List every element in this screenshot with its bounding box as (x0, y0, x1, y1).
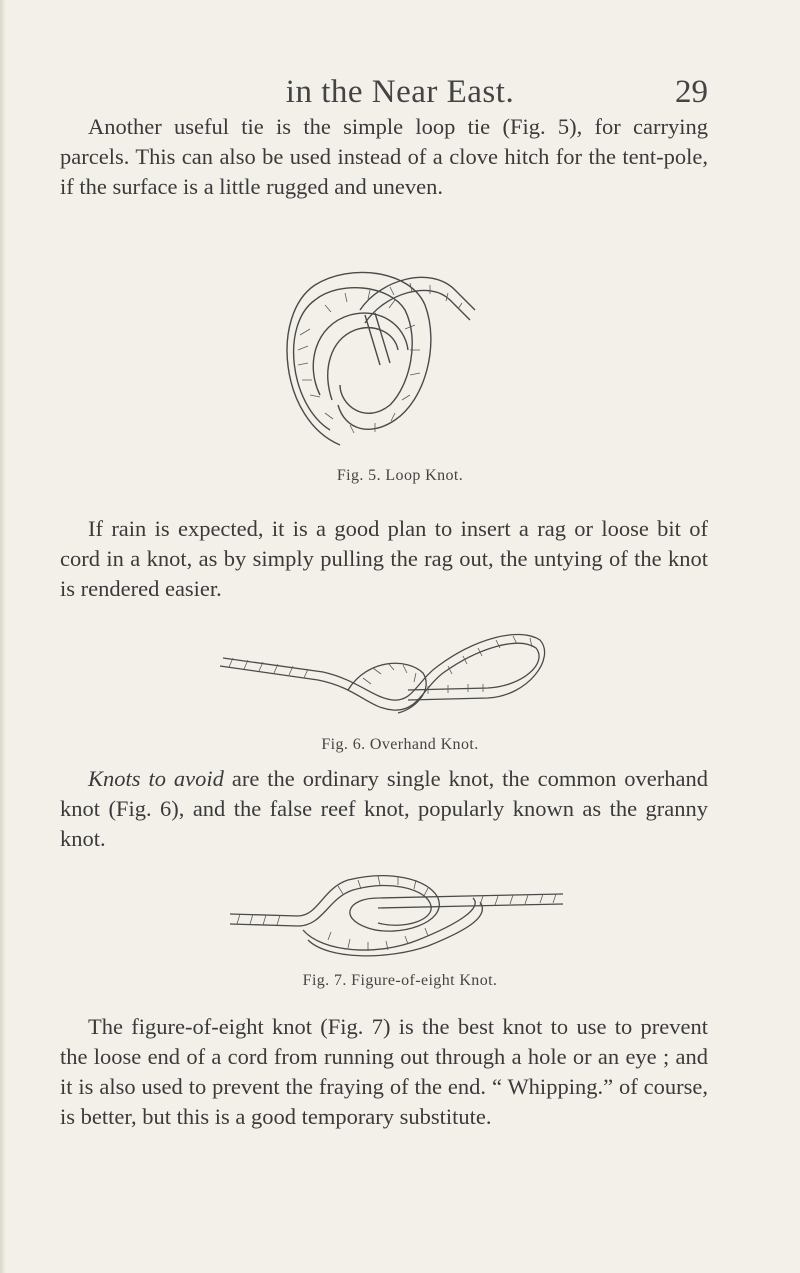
page-binding-edge (0, 0, 6, 1273)
page-number: 29 (675, 74, 708, 110)
loop-knot-illustration-icon (270, 255, 485, 455)
figure-of-eight-knot-figure (228, 868, 568, 958)
overhand-knot-figure (218, 618, 548, 726)
fig7-caption: Fig. 7. Figure-of-eight Knot. (302, 972, 498, 989)
paragraph-text: The figure-of-eight knot (Fig. 7) is the best knot to use to prevent the loose end of a cord from running out through a hole or an eye ; and it is also used to prevent the fraying of the end. “ Whipping.” of course, is better, but this is a good temporary substitute. (60, 1014, 708, 1129)
running-head: in the Near East. (285, 74, 515, 110)
paragraph-text: If rain is expected, it is a good plan to insert a rag or loose bit of cord in a knot, as by simply pulling the rag out, the untying of the knot is rendered easier. (60, 516, 708, 601)
paragraph-rain (60, 514, 708, 604)
italic-phrase: Knots to avoid (88, 766, 224, 791)
overhand-knot-illustration-icon (218, 618, 548, 726)
paragraph-knots-to-avoid (60, 764, 708, 854)
loop-knot-figure (270, 255, 485, 455)
paragraph-loop-tie (60, 112, 708, 202)
paragraph-text: Another useful tie is the simple loop tie (Fig. 5), for carrying parcels. This can also be used instead of a clove hitch for the tent-pole, if the surface is a little rugged and uneven. (60, 114, 708, 199)
figure-of-eight-knot-illustration-icon (228, 868, 568, 958)
paragraph-figure-of-eight (60, 1012, 708, 1132)
fig6-caption: Fig. 6. Overhand Knot. (321, 736, 479, 753)
paragraph-text: are the ordinary single knot, the common overhand knot (Fig. 6), and the false reef knot, popularly known as the granny knot. (60, 766, 708, 851)
fig5-caption: Fig. 5. Loop Knot. (336, 467, 464, 484)
